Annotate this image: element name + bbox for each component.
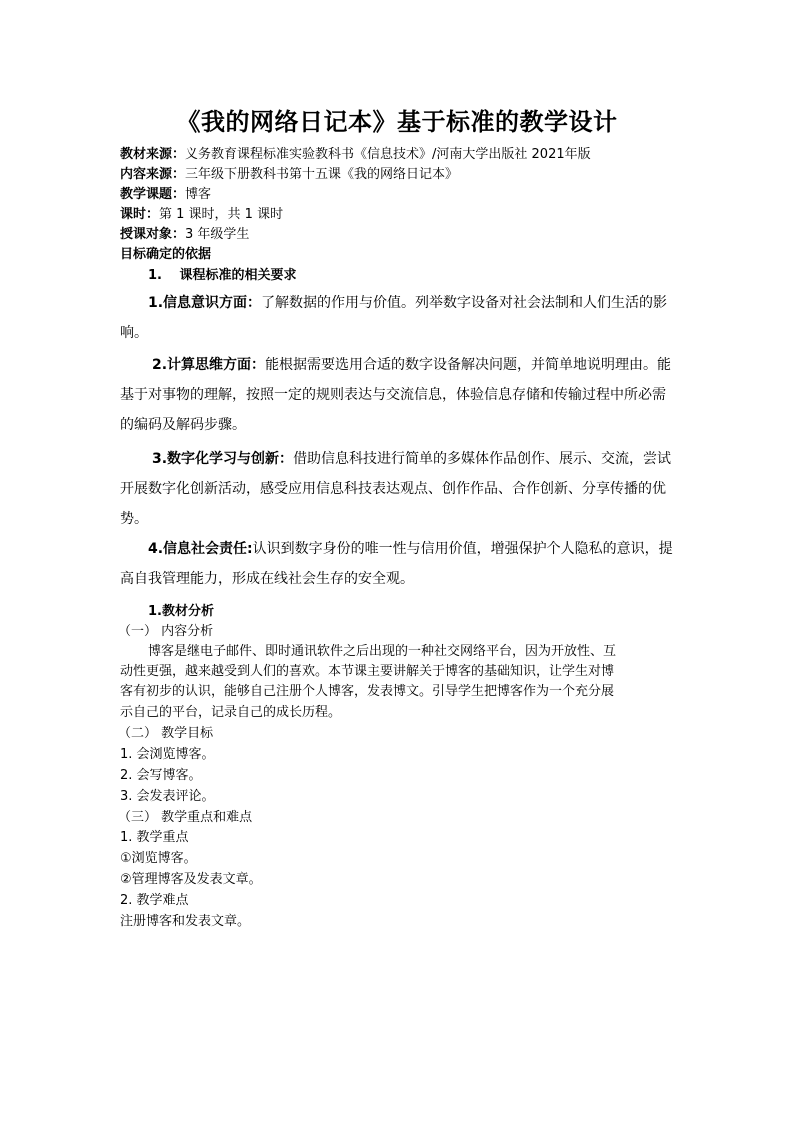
meta-label: 教学课题： (120, 187, 186, 202)
meta-value: 3 年级学生 (185, 227, 250, 242)
content-paragraph-line: 动性更强，越来越受到人们的喜欢。本节课主要讲解关于博客的基础知识，让学生对博 (120, 664, 615, 679)
keypoints-heading: （三） 教学重点和难点 (118, 810, 253, 825)
meta-label: 课时： (120, 207, 160, 222)
standard-text: 高自我管理能力，形成在线社会生存的安全观。 (120, 571, 414, 587)
basis-heading: 目标确定的依据 (120, 247, 212, 262)
meta-material-source (120, 145, 591, 165)
standard-item (120, 444, 680, 534)
analysis-heading: 1.教材分析 (148, 604, 214, 619)
standard-text: 的编码及解码步骤。 (120, 417, 246, 433)
standard-item (120, 288, 680, 348)
meta-label: 授课对象： (120, 227, 186, 242)
standard-text: 能根据需要选用合适的数字设备解决问题，并简单地说明理由。能 (265, 357, 672, 373)
difficulty-text: 注册博客和发表文章。 (120, 914, 251, 929)
focus-item: ①浏览博客。 (120, 851, 197, 866)
meta-audience (120, 225, 249, 245)
meta-value: 第 1 课时，共 1 课时 (159, 207, 284, 222)
meta-value: 博客 (185, 187, 212, 202)
standard-text: 了解数据的作用与价值。列举数字设备对社会法制和人们生活的影 (261, 295, 668, 311)
standard-text: 认识到数字身份的唯一性与信用价值，增强保护个人隐私的意识，提 (252, 541, 673, 557)
standard-text: 响。 (120, 325, 148, 341)
goal-item: 1. 会浏览博客。 (120, 747, 215, 762)
goal-item: 3. 会发表评论。 (120, 789, 215, 804)
focus-heading: 1. 教学重点 (120, 830, 189, 845)
standard-text: 基于对事物的理解，按照一定的规则表达与交流信息，体验信息存储和传输过程中所必需 (120, 387, 666, 403)
standard-text: 开展数字化创新活动，感受应用信息科技表达观点、创作作品、合作创新、分享传播的优 (120, 481, 666, 497)
standard-label: 4.信息社会责任: (148, 541, 253, 557)
meta-topic (120, 185, 211, 205)
standard-item (120, 534, 680, 594)
standard-item (120, 350, 680, 440)
focus-item: ②管理博客及发表文章。 (120, 872, 262, 887)
standard-label: 3.数字化学习与创新： (152, 451, 294, 467)
standard-label: 2.计算思维方面： (152, 357, 266, 373)
document-title: 《我的网络日记本》基于标准的教学设计 (176, 107, 618, 136)
content-paragraph-line: 示自己的平台，记录自己的成长历程。 (120, 705, 342, 720)
content-heading: （一） 内容分析 (118, 624, 214, 639)
standard-text: 势。 (120, 511, 148, 527)
content-paragraph-line: 客有初步的认识，能够自己注册个人博客，发表博文。引导学生把博客作为一个充分展 (120, 684, 615, 699)
meta-label: 内容来源： (120, 167, 186, 182)
meta-value: 三年级下册教科书第十五课《我的网络日记本》 (185, 167, 459, 182)
standards-heading: 1. 课程标准的相关要求 (148, 268, 297, 283)
standard-label: 1.信息意识方面： (148, 295, 262, 311)
standard-text: 借助信息科技进行简单的多媒体作品创作、展示、交流，尝试 (293, 451, 672, 467)
difficulty-heading: 2. 教学难点 (120, 893, 189, 908)
meta-lesson-hours (120, 205, 283, 225)
meta-label: 教材来源： (120, 147, 186, 162)
content-paragraph-line: 博客是继电子邮件、即时通讯软件之后出现的一种社交网络平台，因为开放性、互 (148, 644, 617, 659)
meta-content-source (120, 165, 458, 185)
goal-item: 2. 会写博客。 (120, 768, 202, 783)
meta-value: 义务教育课程标准实验教科书《信息技术》/河南大学出版社 2021年版 (185, 147, 591, 162)
goals-heading: （二） 教学目标 (118, 726, 214, 741)
